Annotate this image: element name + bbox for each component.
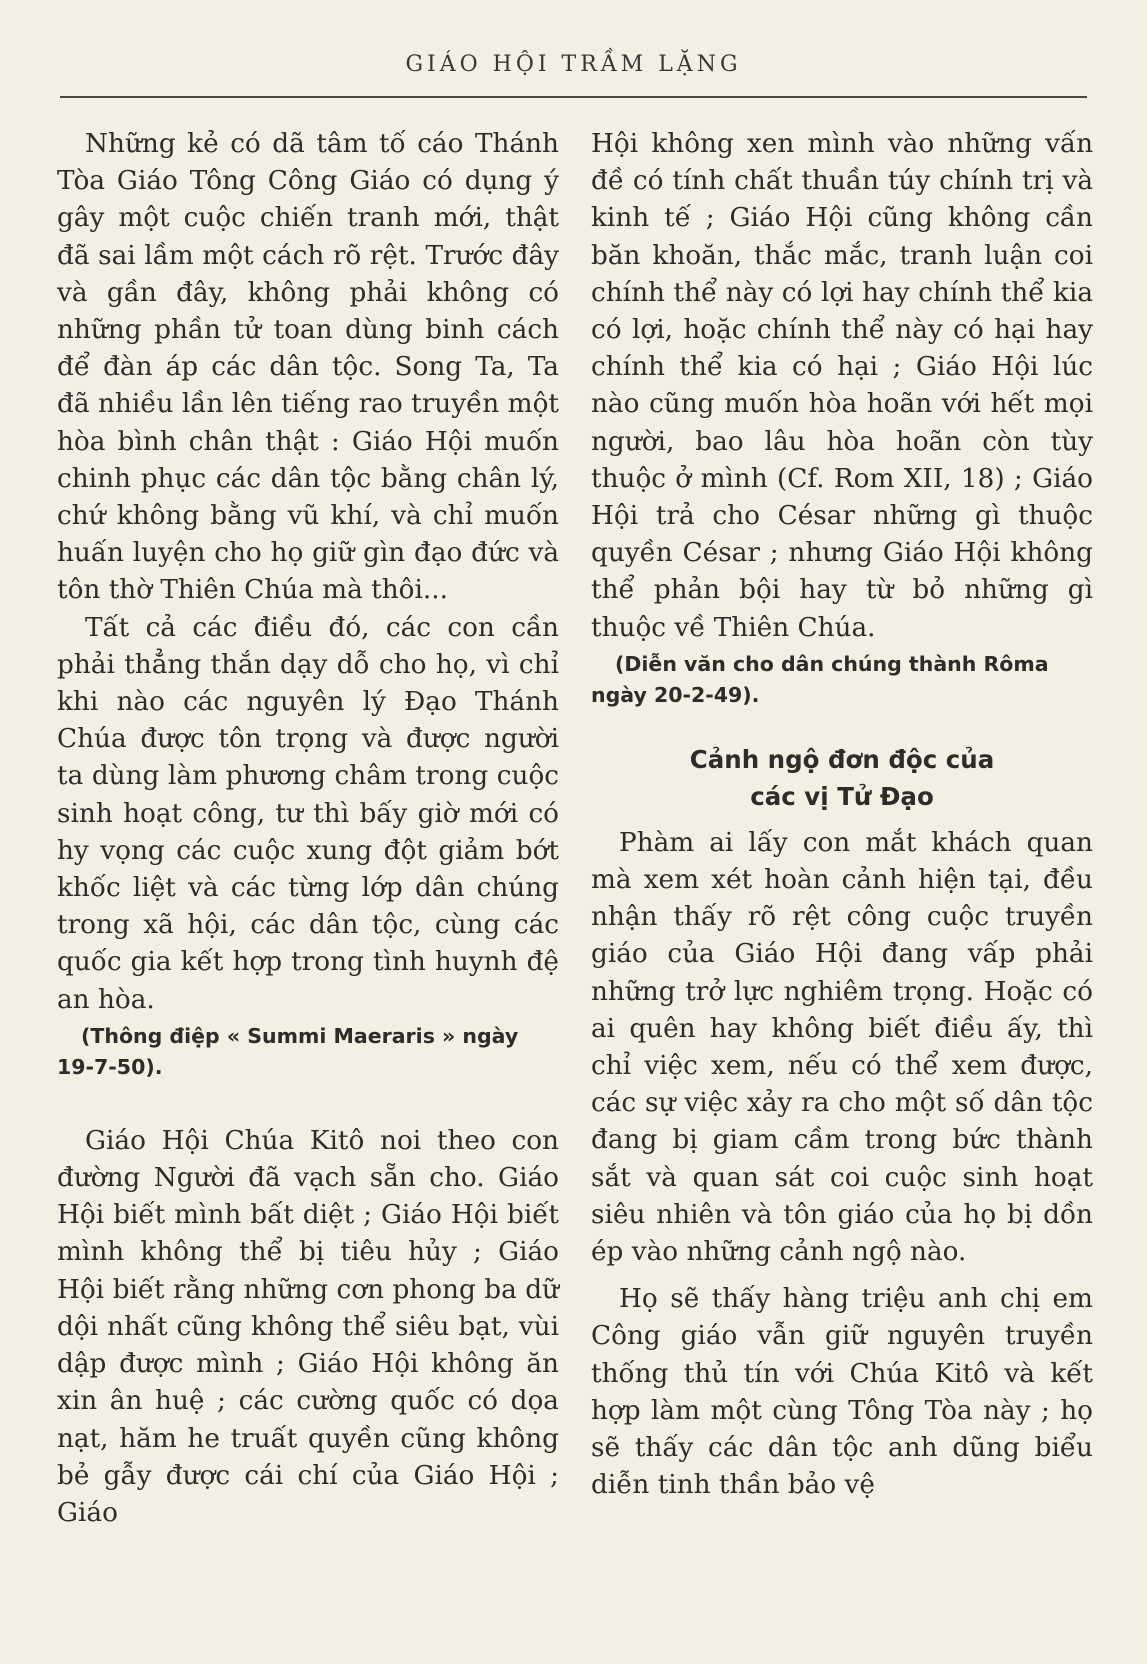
left-citation-1: (Thông điệp « Summi Maeraris » ngày 19-7-50).	[57, 1023, 519, 1079]
spacer	[591, 1271, 1093, 1281]
right-column	[591, 126, 1093, 1505]
header-rule	[60, 96, 1087, 98]
right-paragraph-2: Phàm ai lấy con mắt khách quan mà xem xét hoàn cảnh hiện tại, đều nhận thấy rõ rệt công cuộc truyền giáo của Giáo Hội đang vấp phải những trở lực nghiêm trọng. Hoặc có ai quên hay không biết điều ấy, thì chỉ việc xem, nếu có thể xem được, các sự việc xảy ra cho một số dân tộc đang bị giam cầm trong bức thành sắt và quan sát coi cuộc sinh hoạt siêu nhiên và tôn giáo của họ bị dồn ép vào những cảnh ngộ nào.	[591, 827, 1093, 1268]
left-paragraph-2: Tất cả các điều đó, các con cần phải thẳng thắn dạy dỗ cho họ, vì chỉ khi nào các nguyên lý Đạo Thánh Chúa được tôn trọng và được người ta dùng làm phương châm trong cuộc sinh hoạt công, tư thì bấy giờ mới có hy vọng các cuộc xung đột giảm bớt khốc liệt và các từng lớp dân chúng trong xã hội, các dân tộc, cùng các quốc gia kết hợp trong tình huynh đệ an hòa.	[57, 612, 559, 1015]
running-header: GIÁO HỘI TRẦM LẶNG	[405, 52, 742, 77]
section-title-line-1: Cảnh ngộ đơn độc của	[689, 744, 995, 774]
section-title-line-2: các vị Tử Đạo	[750, 781, 934, 811]
spacer	[591, 815, 1093, 825]
left-paragraph-1: Những kẻ có dã tâm tố cáo Thánh Tòa Giáo Tông Công Giáo có dụng ý gây một cuộc chiến tranh mới, thật đã sai lầm một cách rõ rệt. Trước đây và gần đây, không phải không có những phần tử toan dùng binh cách để đàn áp các dân tộc. Song Ta, Ta đã nhiều lần lên tiếng rao truyền một hòa bình chân thật : Giáo Hội muốn chinh phục các dân tộc bằng chân lý, chứ không bằng vũ khí, và chỉ muốn huấn luyện cho họ giữ gìn đạo đức và tôn thờ Thiên Chúa mà thôi...	[57, 129, 559, 606]
right-paragraph-1: Hội không xen mình vào những vấn đề có tính chất thuần túy chính trị và kinh tế ; Giáo Hội cũng không cần băn khoăn, thắc mắc, tranh luận coi chính thể này có lợi hay chính thể kia có lợi, hoặc chính thể này có hại hay chính thể kia có hại ; Giáo Hội lúc nào cũng muốn hòa hoãn với hết mọi người, bao lâu hòa hoãn còn tùy thuộc ở mình (Cf. Rom XII, 18) ; Giáo Hội trả cho César những gì thuộc quyền César ; nhưng Giáo Hội không thể phản bội hay từ bỏ những gì thuộc về Thiên Chúa.	[591, 129, 1093, 643]
right-citation-1: (Diễn văn cho dân chúng thành Rôma ngày 20-2-49).	[591, 651, 1049, 707]
right-paragraph-3: Họ sẽ thấy hàng triệu anh chị em Công giáo vẫn giữ nguyên truyền thống thủ tín với Chúa Kitô và kết hợp làm một cùng Tông Tòa này ; họ sẽ thấy các dân tộc anh dũng biểu diễn tinh thần bảo vệ	[591, 1284, 1093, 1501]
spacer	[57, 1083, 559, 1123]
left-paragraph-3: Giáo Hội Chúa Kitô noi theo con đường Người đã vạch sẵn cho. Giáo Hội biết mình bất diệt ; Giáo Hội biết mình không thể bị tiêu hủy ; Giáo Hội biết rằng những cơn phong ba dữ dội nhất cũng không thể siêu bạt, vùi dập được mình ; Giáo Hội không ăn xin ân huệ ; các cường quốc có dọa nạt, hăm he truất quyền cũng không bẻ gẫy được cái chí của Giáo Hội ; Giáo	[57, 1125, 559, 1528]
left-column	[57, 126, 559, 1532]
spacer	[591, 711, 1093, 741]
